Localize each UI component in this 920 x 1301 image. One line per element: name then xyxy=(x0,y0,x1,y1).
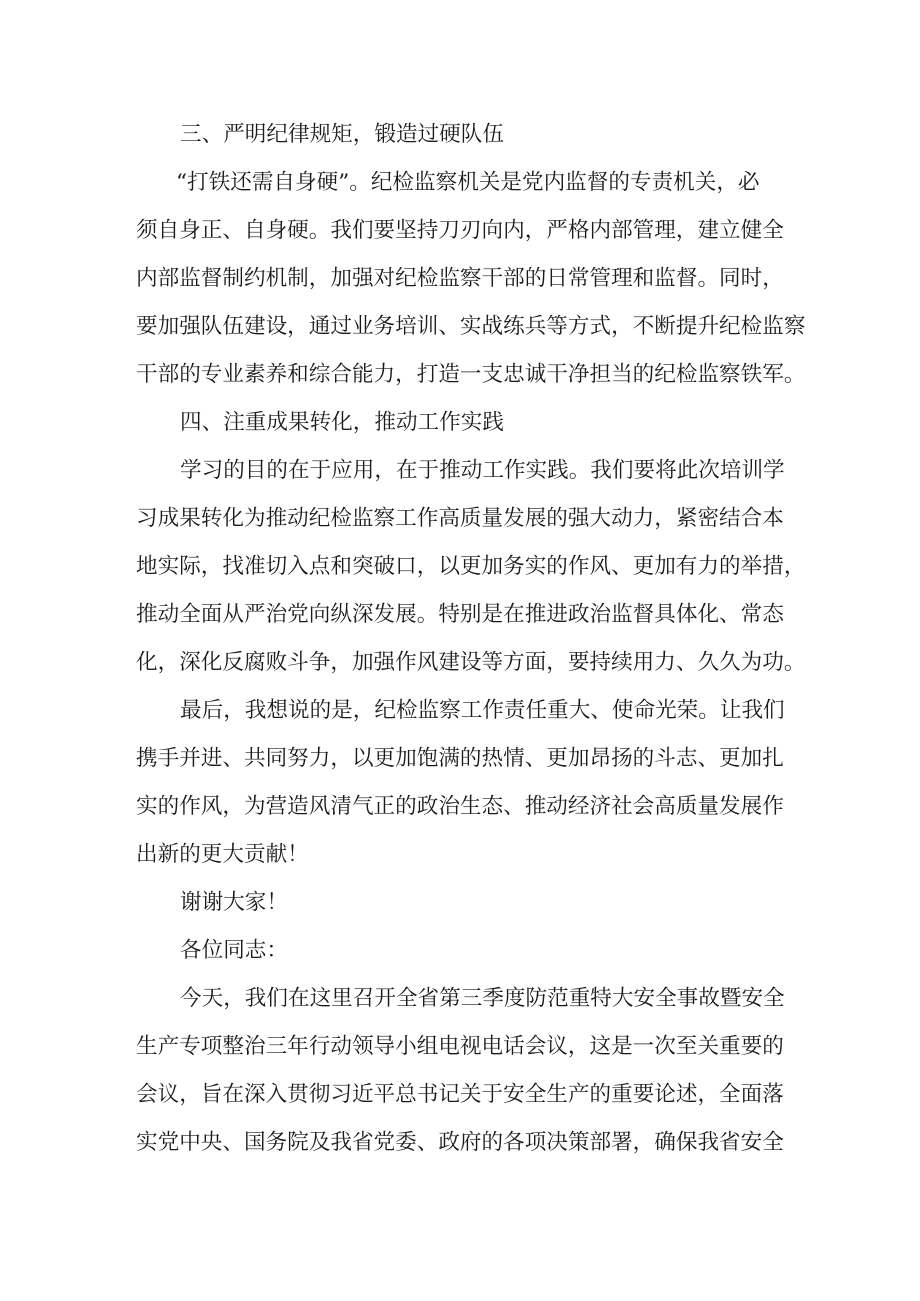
paragraph-line: 会议，旨在深入贯彻习近平总书记关于安全生产的重要论述，全面落 xyxy=(136,1082,784,1107)
paragraph-line: 实党中央、国务院及我省党委、政府的各项决策部署，确保我省安全 xyxy=(136,1130,784,1155)
paragraph-line: 须自身正、自身硬。我们要坚持刀刃向内，严格内部管理，建立健全 xyxy=(136,218,784,243)
paragraph-line: 习成果转化为推动纪检监察工作高质量发展的强大动力，紧密结合本 xyxy=(136,506,784,531)
paragraph-line: 地实际，找准切入点和突破口，以更加务实的作风、更加有力的举措， xyxy=(136,554,806,579)
paragraph-line: 推动全面从严治党向纵深发展。特别是在推进政治监督具体化、常态 xyxy=(136,602,784,627)
paragraph-line: 携手并进、共同努力，以更加饱满的热情、更加昂扬的斗志、更加扎 xyxy=(136,746,784,771)
paragraph-line: 内部监督制约机制，加强对纪检监察干部的日常管理和监督。同时， xyxy=(136,266,784,291)
paragraph-line: 最后，我想说的是，纪检监察工作责任重大、使命光荣。让我们 xyxy=(180,698,785,723)
paragraph-line: 要加强队伍建设，通过业务培训、实战练兵等方式，不断提升纪检监察 xyxy=(136,314,806,339)
paragraph-line: 出新的更大贡献！ xyxy=(136,842,309,867)
paragraph-line: 实的作风，为营造风清气正的政治生态、推动经济社会高质量发展作 xyxy=(136,794,784,819)
section-heading: 四、注重成果转化，推动工作实践 xyxy=(180,410,504,435)
salutation: 各位同志： xyxy=(180,938,288,963)
paragraph-line: “打铁还需自身硬”。纪检监察机关是党内监督的专责机关，必 xyxy=(176,170,760,195)
section-heading: 三、严明纪律规矩，锻造过硬队伍 xyxy=(180,122,504,147)
paragraph-line: 今天，我们在这里召开全省第三季度防范重特大安全事故暨安全 xyxy=(180,986,785,1011)
paragraph-line: 干部的专业素养和综合能力，打造一支忠诚干净担当的纪检监察铁军。 xyxy=(136,362,806,387)
paragraph-line: 学习的目的在于应用，在于推动工作实践。我们要将此次培训学 xyxy=(180,458,785,483)
paragraph-line: 化，深化反腐败斗争，加强作风建设等方面，要持续用力、久久为功。 xyxy=(136,650,806,675)
paragraph-line: 生产专项整治三年行动领导小组电视电话会议，这是一次至关重要的 xyxy=(136,1034,784,1059)
paragraph-line: 谢谢大家！ xyxy=(180,890,288,915)
